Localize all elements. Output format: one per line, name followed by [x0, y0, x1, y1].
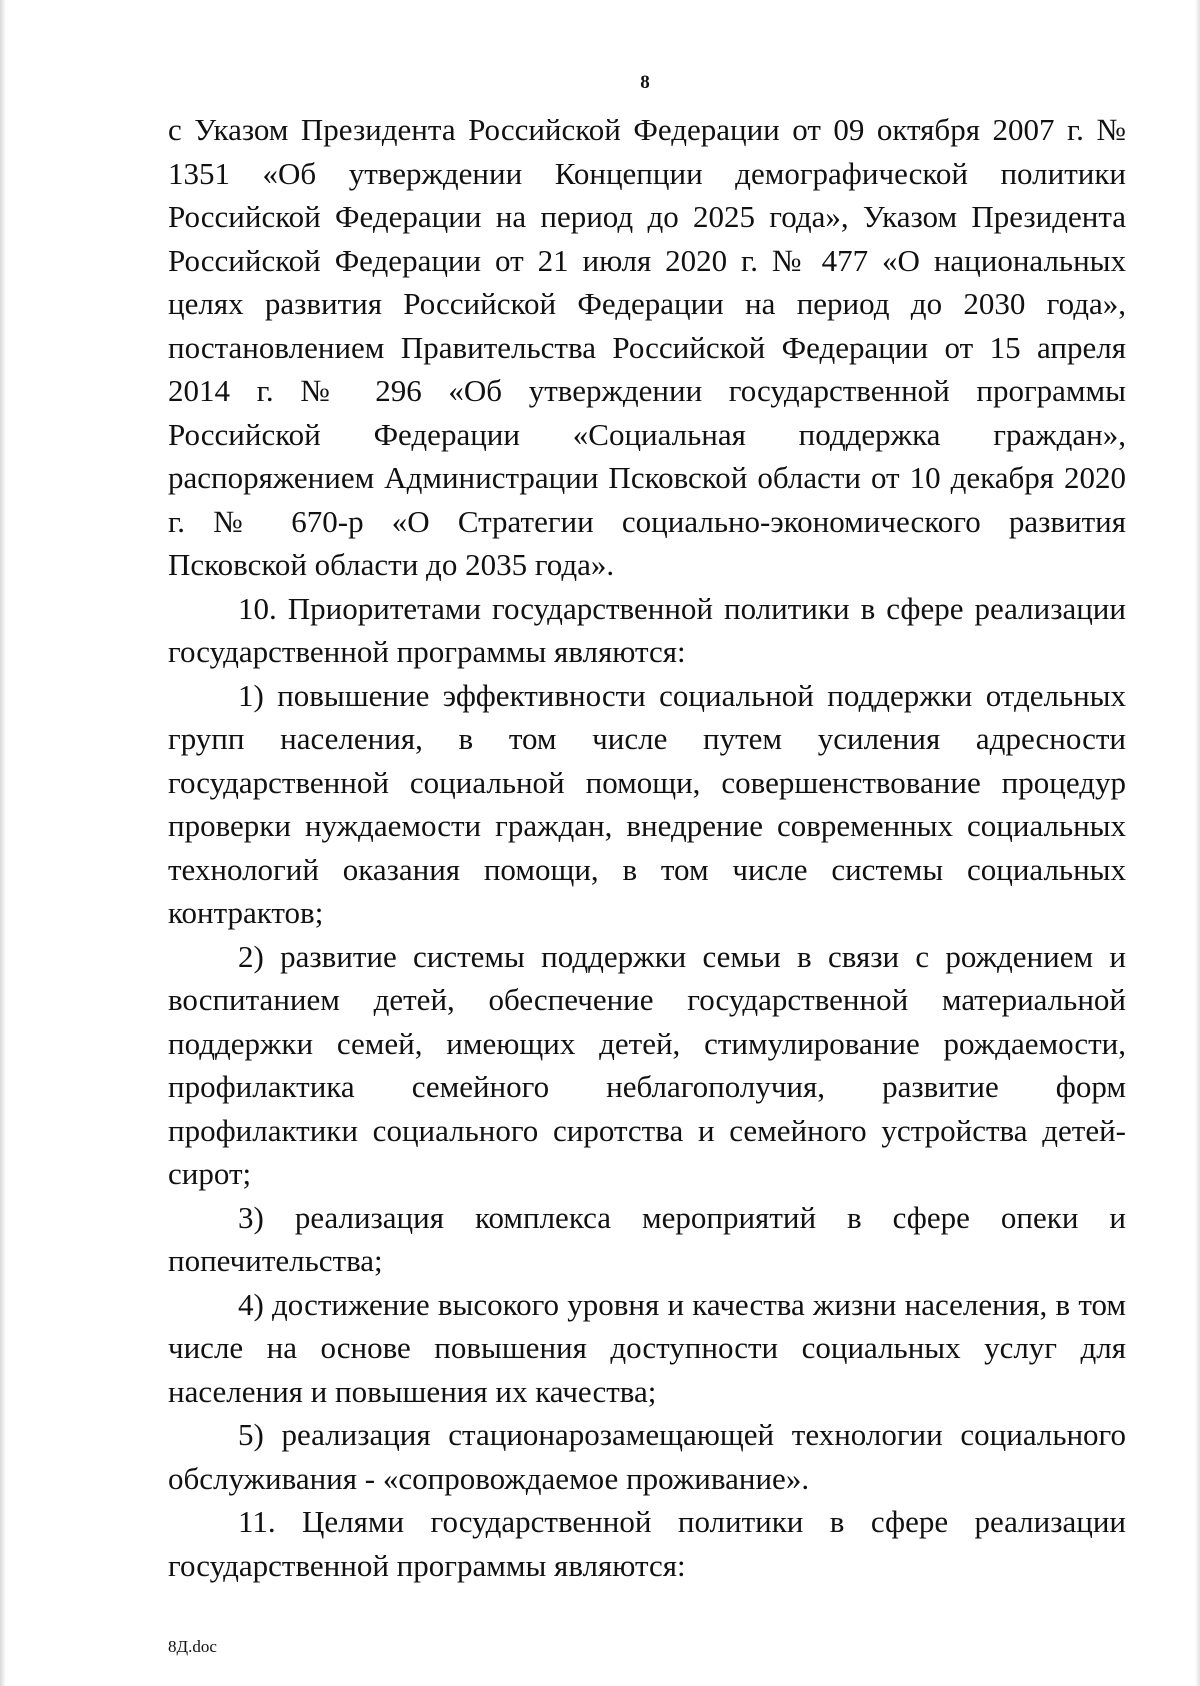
list-item-priority-3: 3) реализация комплекса мероприятий в сфере опеки и попечительства; — [168, 1199, 1126, 1278]
scan-edge-right — [1195, 0, 1200, 1686]
list-item-priority-2: 2) развитие системы поддержки семьи в связи с рождением и воспитанием детей, обеспечение государственной материальной поддержки семей, имеющих детей, стимулирование рождаемости, профилактика семейного неблагополучия, развитие форм профилактики социального сиротства и семейного устройства детей-сирот; — [168, 938, 1126, 1191]
paragraph-legal-references: с Указом Президента Российской Федерации от 09 октября 2007 г. № 1351 «Об утверждении Концепции демографической политики Российской Федерации на период до 2025 года», Указом Президента Российской Федерации от 21 июля 2020 г. № 477 «О национальных целях развития Российской Федерации на период до 2030 года», постановлением Правительства Российской Федерации от 15 апреля 2014 г. № 296 «Об утверждении государственной программы Российской Федерации «Социальная поддержка граждан», распоряжением Администрации Псковской области от 10 декабря 2020 г. № 670-р «О Стратегии социально-экономического развития Псковской области до 2035 года». — [168, 112, 1126, 582]
list-item-priority-5: 5) реализация стационарозамещающей технологии социального обслуживания - «сопровождаемое проживание». — [168, 1417, 1126, 1496]
paragraph-section-11: 11. Целями государственной политики в сфере реализации государственной программы являются: — [168, 1504, 1126, 1583]
paragraph-section-10: 10. Приоритетами государственной политики в сфере реализации государственной программы являются: — [168, 590, 1126, 669]
scan-edge-left — [0, 0, 6, 1686]
list-item-priority-1: 1) повышение эффективности социальной поддержки отдельных групп населения, в том числе путем усиления адресности государственной социальной помощи, совершенствование процедур проверки нуждаемости граждан, внедрение современных социальных технологий оказания помощи, в том числе системы социальных контрактов; — [168, 677, 1126, 930]
document-body — [168, 108, 1126, 1587]
list-item-priority-4: 4) достижение высокого уровня и качества жизни населения, в том числе на основе повышения доступности социальных услуг для населения и повышения их качества; — [168, 1286, 1126, 1409]
footer-filename: 8Д.doc — [168, 1637, 217, 1656]
page-number: 8 — [640, 72, 650, 93]
